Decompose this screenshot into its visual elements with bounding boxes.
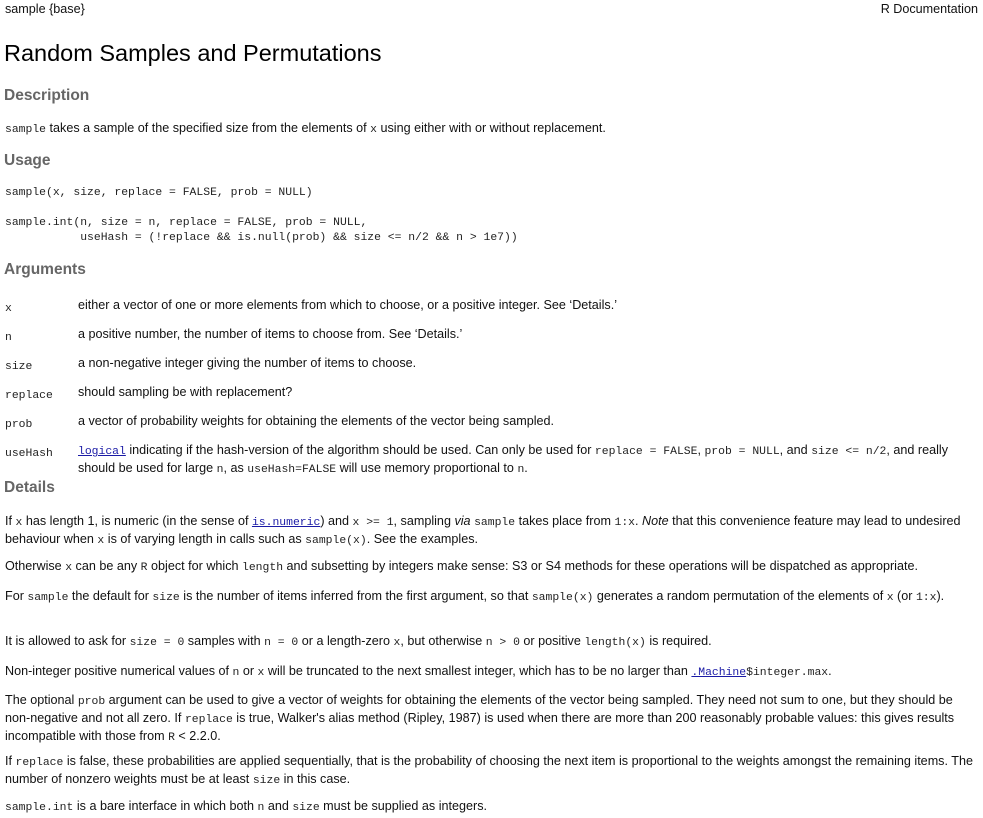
code-span: n — [517, 464, 525, 476]
code-span: length(x) — [584, 637, 646, 649]
argument-row — [5, 384, 977, 413]
code-span: prob = NULL — [704, 446, 780, 458]
text-span: argument can be used to give a vector of weights for obtaining the elements of the vector being sampled. They need not sum to one, but they should be non-negative and not all zero. If — [5, 693, 953, 725]
text-span: is the number of items inferred from the first argument, so that — [179, 589, 532, 603]
text-span: or — [239, 664, 258, 678]
text-span: takes a sample of the specified size from the elements of — [46, 121, 371, 135]
text-span: is a bare interface in which both — [73, 799, 258, 813]
text-span: < 2.2.0. — [174, 729, 221, 743]
text-span: , — [697, 443, 705, 457]
argument-description: a vector of probability weights for obtaining the elements of the vector being sampled. — [78, 414, 555, 428]
text-span: The optional — [5, 693, 78, 707]
page-title: Random Samples and Permutations — [4, 40, 382, 66]
argument-name: x — [5, 303, 12, 315]
text-span: , and really should be used for large — [78, 443, 948, 475]
code-span: replace = FALSE — [594, 446, 698, 458]
usage-code-sample: sample(x, size, replace = FALSE, prob = NULL) — [5, 187, 313, 199]
text-span: generates a random permutation of the elements of — [593, 589, 887, 603]
code-span: replace — [15, 757, 64, 769]
code-span: x — [370, 124, 377, 136]
italic-span: Note — [642, 514, 669, 528]
code-span: $integer.max — [746, 667, 829, 679]
details-paragraph-5 — [5, 663, 977, 681]
code-span: size — [292, 802, 320, 814]
argument-name: size — [5, 361, 33, 373]
is-numeric-link[interactable]: is.numeric — [251, 517, 321, 529]
code-span: sample(x) — [305, 535, 367, 547]
text-span: is required. — [645, 634, 712, 648]
section-heading-description: Description — [4, 87, 90, 104]
text-span: , and — [779, 443, 812, 457]
code-span: x — [257, 667, 265, 679]
code-span: sample — [474, 517, 516, 529]
header-bar — [5, 2, 978, 18]
details-paragraph-4 — [5, 633, 977, 651]
code-span: length — [242, 562, 284, 574]
usage-code-sample-int: sample.int(n, size = n, replace = FALSE, prob = NULL, useHash = (!replace && is.null(prob) && size <= n/2 && n > 1e7)) — [5, 217, 518, 244]
r-documentation-label: R Documentation — [880, 2, 978, 16]
code-span: sample — [27, 592, 69, 604]
text-span: takes place from — [515, 514, 615, 528]
argument-name: replace — [5, 390, 53, 402]
argument-name: useHash — [5, 448, 53, 460]
section-heading-arguments: Arguments — [4, 261, 86, 278]
logical-link[interactable]: logical — [78, 446, 126, 458]
code-span: x — [15, 517, 23, 529]
text-span: is of varying length in calls such as — [104, 532, 306, 546]
argument-description: a non-negative integer giving the number of items to choose. — [78, 356, 417, 370]
details-paragraph-8 — [5, 798, 977, 816]
code-span: prob — [77, 696, 106, 708]
text-span: can be any — [72, 559, 141, 573]
code-span: size — [152, 592, 180, 604]
argument-row — [5, 355, 977, 384]
code-span: n > 0 — [485, 637, 520, 649]
machine-link[interactable]: .Machine — [691, 667, 747, 679]
arguments-table — [5, 297, 977, 478]
code-span: n = 0 — [264, 637, 299, 649]
text-span: ) and — [320, 514, 353, 528]
code-span: x — [65, 562, 73, 574]
code-span: sample(x) — [531, 592, 594, 604]
text-span: will use memory proportional to — [336, 461, 518, 475]
text-span: Non-integer positive numerical values of — [5, 664, 233, 678]
text-span: must be supplied as integers. — [319, 799, 487, 813]
text-span: is false, these probabilities are applied sequentially, that is the probability of choosing the next item is proportional to the weights amongst the remaining items. The number of nonzero weights must be at least — [5, 754, 973, 786]
details-paragraph-6 — [5, 692, 977, 746]
text-span: object for which — [147, 559, 243, 573]
argument-row — [5, 413, 977, 442]
code-span: useHash=FALSE — [247, 464, 337, 476]
argument-row — [5, 326, 977, 355]
text-span: , as — [223, 461, 248, 475]
text-span: For — [5, 589, 28, 603]
code-span: x — [393, 637, 401, 649]
code-span: n — [257, 802, 265, 814]
text-span: (or — [893, 589, 916, 603]
section-heading-usage: Usage — [4, 152, 51, 169]
text-span: has length 1, is numeric (in the sense of — [22, 514, 252, 528]
text-span: . See the examples. — [366, 532, 479, 546]
description-text — [5, 120, 977, 138]
text-span: that this convenience feature may lead to undesired behaviour when — [5, 514, 961, 546]
text-span: using either with or without replacement. — [376, 121, 606, 135]
code-span: size <= n/2 — [811, 446, 887, 458]
code-span: sample.int — [5, 802, 74, 814]
details-paragraph-1 — [5, 513, 977, 549]
argument-description: either a vector of one or more elements from which to choose, or a positive integer. See ‘Details.’ — [78, 298, 617, 312]
code-span: x — [97, 535, 105, 547]
topic-label: sample {base} — [5, 2, 85, 16]
text-span: If — [5, 514, 16, 528]
argument-row — [5, 442, 977, 478]
code-span: size — [252, 775, 281, 787]
code-span: x — [886, 592, 894, 604]
text-span: If — [5, 754, 16, 768]
code-span: n — [232, 667, 240, 679]
code-span: x >= 1 — [352, 517, 394, 529]
text-span: the default for — [68, 589, 153, 603]
italic-span: via — [454, 514, 471, 528]
code-span: 1:x — [614, 517, 635, 529]
code-span: sample — [5, 124, 47, 136]
text-span: and subsetting by integers make sense: S3 or S4 methods for these operations will be dispatched as appropriate. — [283, 559, 918, 573]
text-span: Otherwise — [5, 559, 66, 573]
argument-row — [5, 297, 977, 326]
code-span: R — [168, 732, 175, 744]
text-span: , but otherwise — [400, 634, 486, 648]
text-span: is true, Walker's alias method (Ripley, 1987) is used when there are more than 200 reasonably probable values: this gives results incompatible with those from — [5, 711, 955, 743]
argument-description — [78, 442, 977, 478]
text-span: , sampling — [393, 514, 455, 528]
text-span: . — [524, 461, 528, 475]
text-span: or a length-zero — [298, 634, 394, 648]
argument-name: n — [5, 332, 12, 344]
code-span: n — [216, 464, 224, 476]
code-span: size = 0 — [129, 637, 185, 649]
text-span: It is allowed to ask for — [5, 634, 130, 648]
text-span: indicating if the hash-version of the algorithm should be used. Can only be used for — [125, 443, 595, 457]
text-span: . — [828, 664, 832, 678]
details-paragraph-3 — [5, 588, 977, 606]
text-span: will be truncated to the next smallest integer, which has to be no larger than — [264, 664, 692, 678]
code-span: 1:x — [915, 592, 937, 604]
argument-description: a positive number, the number of items to choose from. See ‘Details.’ — [78, 327, 463, 341]
text-span: and — [264, 799, 293, 813]
text-span: or positive — [519, 634, 585, 648]
code-span: replace — [184, 714, 233, 726]
section-heading-details: Details — [4, 479, 55, 496]
code-span: R — [140, 562, 148, 574]
text-span: . — [635, 514, 642, 528]
details-paragraph-2 — [5, 558, 977, 576]
argument-description: should sampling be with replacement? — [78, 385, 293, 399]
text-span: samples with — [184, 634, 265, 648]
details-paragraph-7 — [5, 753, 977, 789]
argument-name: prob — [5, 419, 33, 431]
text-span: in this case. — [280, 772, 351, 786]
text-span: ). — [936, 589, 945, 603]
